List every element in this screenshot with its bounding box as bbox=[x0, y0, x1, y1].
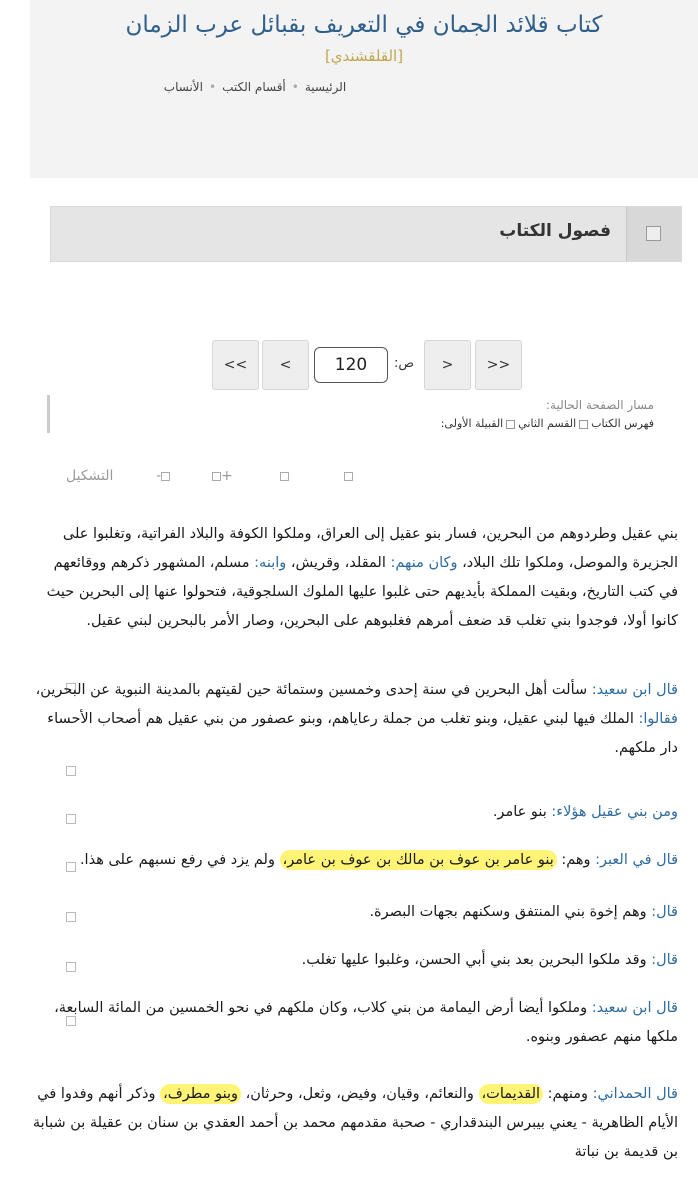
text-paragraph: قال في العبر: وهم: بنو عامر بن عوف بن مالك بن عوف بن عامر، ولم يزد في رفع نسبهم على هذا. bbox=[79, 852, 678, 868]
font-decrease-button[interactable]: - bbox=[156, 468, 170, 484]
paragraph-marker-icon[interactable] bbox=[66, 862, 76, 872]
author-link[interactable]: [القلقشندي] bbox=[321, 47, 407, 65]
tashkeel-toggle[interactable]: التشكيل bbox=[66, 468, 114, 484]
path-label: مسار الصفحة الحالية: bbox=[545, 398, 654, 412]
text-paragraph: قال ابن سعيد: وملكوا أيضا أرض اليمامة من بني كلاب، وكان ملكهم في نحو الخمسين من المائة السابعة، ملكها منهم عصفور وبنوه. bbox=[54, 1000, 678, 1045]
prev-page-button[interactable]: > bbox=[424, 340, 471, 390]
path-item-index[interactable]: فهرس الكتاب bbox=[591, 417, 654, 430]
book-title: كتاب قلائد الجمان في التعريف بقبائل عرب الزمان bbox=[125, 12, 603, 38]
paragraph-marker-icon[interactable] bbox=[66, 1016, 76, 1026]
current-path bbox=[47, 395, 670, 433]
path-item-section[interactable]: القسم الثاني bbox=[518, 417, 577, 430]
first-page-button[interactable]: >> bbox=[475, 340, 522, 390]
next-page-button[interactable]: < bbox=[262, 340, 309, 390]
paragraph-marker-icon[interactable] bbox=[66, 962, 76, 972]
last-page-button[interactable]: << bbox=[212, 340, 259, 390]
text-paragraph: قال: وقد ملكوا البحرين بعد بني أبي الحسن، وغلبوا عليها تغلب. bbox=[301, 952, 678, 968]
text-paragraph: قال: وهم إخوة بني المنتفق وسكنهم بجهات البصرة. bbox=[369, 904, 678, 920]
expand-icon bbox=[646, 226, 661, 241]
paragraph-marker-icon[interactable] bbox=[66, 814, 76, 824]
pagination bbox=[212, 340, 522, 390]
tool-icon-2[interactable] bbox=[344, 468, 353, 484]
text-paragraph: ومن بني عقيل هؤلاء: بنو عامر. bbox=[492, 804, 678, 820]
font-increase-button[interactable]: + bbox=[212, 468, 233, 484]
tool-icon-1[interactable] bbox=[280, 468, 289, 484]
page-header bbox=[30, 0, 698, 178]
text-paragraph: قال ابن سعيد: سألت أهل البحرين في سنة إحدى وخمسين وستمائة حين لقيتهم بالمدينة النبوية عن البحرين، فقالوا: الملك فيها لبني عقيل، وبنو تغلب من جملة رعاياهم، وبنو عصفور من بني عقيل هم أصحاب الأحساء دار ملكهم. bbox=[35, 682, 678, 756]
paragraph-marker-icon[interactable] bbox=[66, 766, 76, 776]
text-tools bbox=[60, 466, 380, 492]
breadcrumb: الرئيسية•أقسام الكتب•الأنساب bbox=[163, 80, 347, 94]
breadcrumb-genealogy[interactable]: الأنساب bbox=[163, 80, 203, 94]
breadcrumb-sections[interactable]: أقسام الكتب bbox=[222, 80, 286, 94]
paragraph-marker-icon[interactable] bbox=[66, 912, 76, 922]
breadcrumb-home[interactable]: الرئيسية bbox=[304, 80, 347, 94]
path-item-tribe[interactable]: القبيلة الأولى: bbox=[440, 417, 504, 430]
text-paragraph: قال الحمداني: ومنهم: القديمات، والنعائم، وقيان، وفيض، وثعل، وحرثان، وبنو مطرف، وذكر أنهم وفدوا في الأيام الظاهرية - يعني بيبرس البندقداري - صحبة مقدمهم محمد بن أحمد العقدي بن سنان بن عقيلة بن شبابة بن قديمة بن نباتة bbox=[32, 1086, 678, 1160]
chapters-label: فصول الكتاب bbox=[499, 221, 611, 241]
page-label: ص: bbox=[394, 356, 415, 371]
chapters-toggle[interactable] bbox=[50, 206, 682, 262]
text-paragraph: بني عقيل وطردوهم من البحرين، فسار بنو عقيل إلى العراق، وملكوا الكوفة والبلاد الفراتية، وتغلبوا على الجزيرة والموصل، وملكوا تلك البلاد، وكان منهم: المقلد، وقريش، وابنه: مسلم، المشهور ذكرهم ووقائعهم في كتب التاريخ، وبقيت المملكة بأيديهم حتى غلبوا عليها الملوك السلجوقية، فتحولوا عنها إلى البحرين حيث كانوا أولا، فوجدوا بني تغلب قد ضعف أمرهم فغلبوهم على البحرين، وصار الأمر بالبحرين لبني عقيل. bbox=[46, 526, 678, 629]
page-number-input[interactable]: 120 bbox=[314, 347, 388, 383]
